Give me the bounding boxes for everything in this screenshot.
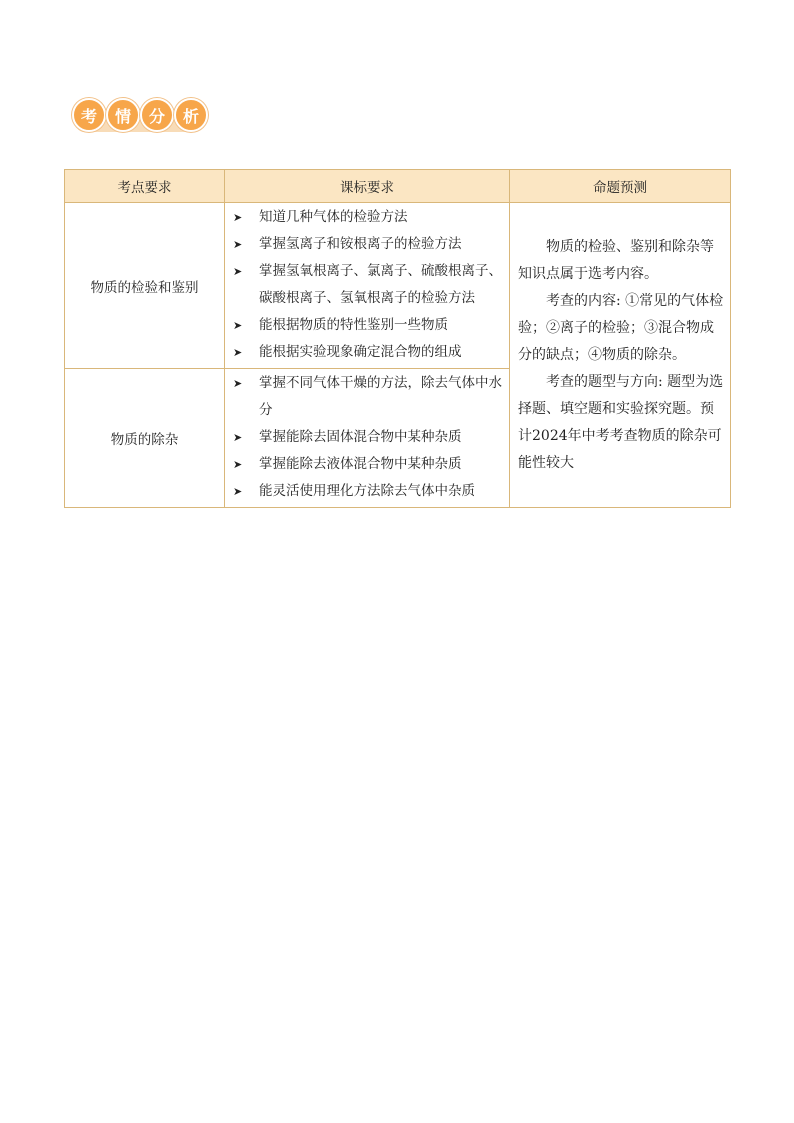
badge-char: 分: [140, 98, 174, 132]
list-item: [231, 312, 503, 339]
requirements-list: [231, 370, 503, 505]
topic-cell: 物质的检验和鉴别: [65, 203, 225, 369]
column-header-prediction: 命题预测: [510, 170, 731, 203]
requirements-cell: [225, 369, 510, 508]
badge-char: 析: [174, 98, 208, 132]
topic-cell: 物质的除杂: [65, 369, 225, 508]
badge-char: 考: [72, 98, 106, 132]
requirements-list: [231, 204, 503, 366]
list-item: [231, 451, 503, 478]
arrow-bullet-icon: ➤: [233, 485, 243, 498]
arrow-bullet-icon: ➤: [233, 265, 243, 278]
requirement-text: 掌握能除去固体混合物中某种杂质: [259, 429, 462, 445]
requirement-text: 掌握不同气体干燥的方法，除去气体中水分: [259, 375, 502, 418]
requirement-text: 能根据物质的特性鉴别一些物质: [259, 317, 448, 333]
column-header-standards: 课标要求: [225, 170, 510, 203]
requirements-cell: [225, 203, 510, 369]
list-item: [231, 204, 503, 231]
list-item: [231, 370, 503, 424]
exam-analysis-table: [64, 169, 731, 508]
prediction-cell: [510, 203, 731, 508]
list-item: [231, 478, 503, 505]
requirement-text: 知道几种气体的检验方法: [259, 209, 408, 225]
arrow-bullet-icon: ➤: [233, 458, 243, 471]
list-item: [231, 339, 503, 366]
prediction-paragraph: 考查的题型与方向: 题型为选择题、填空题和实验探究题。预计2024年中考考查物质的除杂可能性较大: [518, 373, 724, 471]
requirement-text: 掌握氢离子和铵根离子的检验方法: [259, 236, 462, 252]
list-item: [231, 231, 503, 258]
arrow-bullet-icon: ➤: [233, 377, 243, 390]
column-header-topic: 考点要求: [65, 170, 225, 203]
prediction-paragraph: 物质的检验、鉴别和除杂等知识点属于选考内容。: [518, 238, 714, 282]
requirement-text: 能灵活使用理化方法除去气体中杂质: [259, 483, 475, 499]
requirement-text: 掌握氢氧根离子、氯离子、硫酸根离子、碳酸根离子、氢氧根离子的检验方法: [259, 263, 502, 306]
list-item: [231, 258, 503, 312]
arrow-bullet-icon: ➤: [233, 211, 243, 224]
arrow-bullet-icon: ➤: [233, 431, 243, 444]
list-item: [231, 424, 503, 451]
arrow-bullet-icon: ➤: [233, 319, 243, 332]
requirement-text: 掌握能除去液体混合物中某种杂质: [259, 456, 462, 472]
arrow-bullet-icon: ➤: [233, 346, 243, 359]
requirement-text: 能根据实验现象确定混合物的组成: [259, 344, 462, 360]
arrow-bullet-icon: ➤: [233, 238, 243, 251]
badge-char: 情: [106, 98, 140, 132]
section-badge: [72, 94, 208, 136]
prediction-paragraph: 考查的内容: ①常见的气体检验；②离子的检验；③混合物成分的缺点；④物质的除杂。: [518, 292, 724, 363]
table-row: [65, 203, 731, 369]
table-header-row: [65, 170, 731, 203]
